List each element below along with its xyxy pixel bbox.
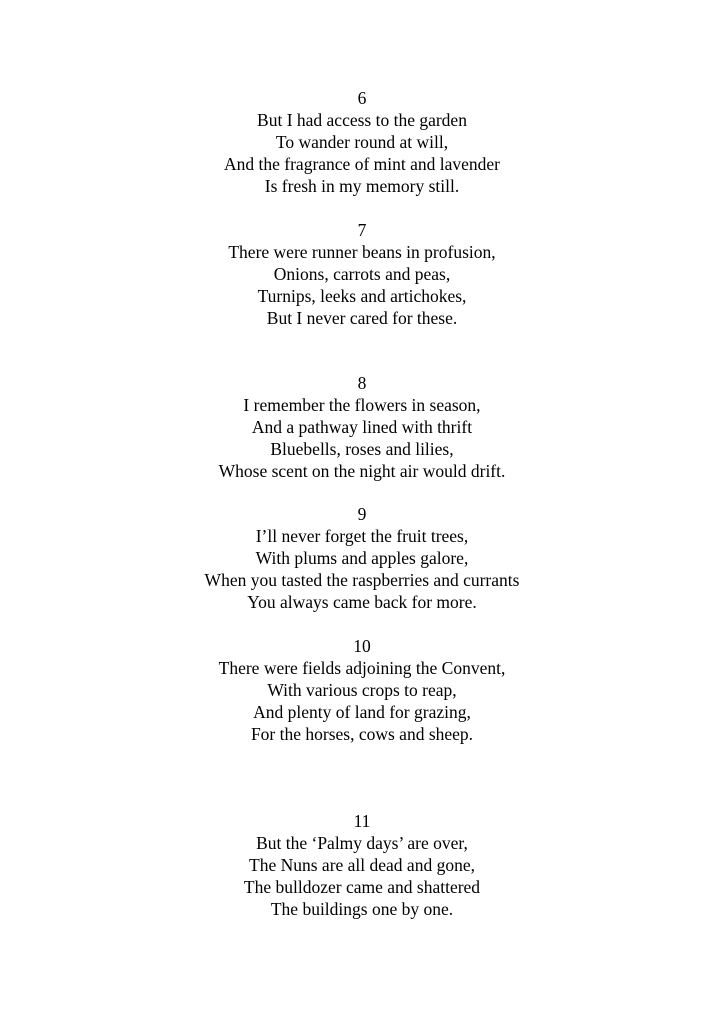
stanza-9 — [0, 503, 724, 613]
poem-line: With various crops to reap, — [267, 680, 457, 700]
stanza-10 — [0, 635, 724, 745]
poem-line: There were fields adjoining the Convent, — [218, 658, 506, 678]
poem-line: The bulldozer came and shattered — [243, 877, 481, 897]
stanza-6 — [0, 87, 724, 197]
stanza-number: 6 — [357, 88, 367, 108]
stanza-number: 7 — [357, 220, 367, 240]
poem-line: There were runner beans in profusion, — [228, 242, 496, 262]
poem-line: And plenty of land for grazing, — [253, 702, 471, 722]
poem-line: Is fresh in my memory still. — [264, 176, 460, 196]
poem-line: Whose scent on the night air would drift. — [218, 461, 506, 481]
poem-line: And a pathway lined with thrift — [251, 417, 473, 437]
poem-line: Bluebells, roses and lilies, — [270, 439, 454, 459]
stanza-7 — [0, 219, 724, 329]
poem-line: To wander round at will, — [275, 132, 449, 152]
poem-line: Turnips, leeks and artichokes, — [257, 286, 467, 306]
poem-line: The buildings one by one. — [270, 899, 454, 919]
poem-line: I remember the flowers in season, — [243, 395, 481, 415]
poem-line: The Nuns are all dead and gone, — [249, 855, 475, 875]
stanza-11 — [0, 810, 724, 920]
poem-line: But I never cared for these. — [266, 308, 458, 328]
poem-line: With plums and apples galore, — [255, 548, 469, 568]
poem-line: For the horses, cows and sheep. — [250, 724, 474, 744]
stanza-8 — [0, 372, 724, 482]
poem-line: Onions, carrots and peas, — [273, 264, 451, 284]
stanza-number: 11 — [353, 811, 371, 831]
poem-line: But I had access to the garden — [257, 110, 467, 130]
stanza-number: 10 — [353, 636, 371, 656]
poem-line: You always came back for more. — [247, 592, 477, 612]
poem-line: And the fragrance of mint and lavender — [224, 154, 500, 174]
poem-line: But the ‘Palmy days’ are over, — [256, 833, 468, 853]
stanza-number: 9 — [357, 504, 367, 524]
poem-line: I’ll never forget the fruit trees, — [255, 526, 469, 546]
poem-line: When you tasted the raspberries and currants — [204, 570, 520, 590]
stanza-number: 8 — [357, 373, 367, 393]
